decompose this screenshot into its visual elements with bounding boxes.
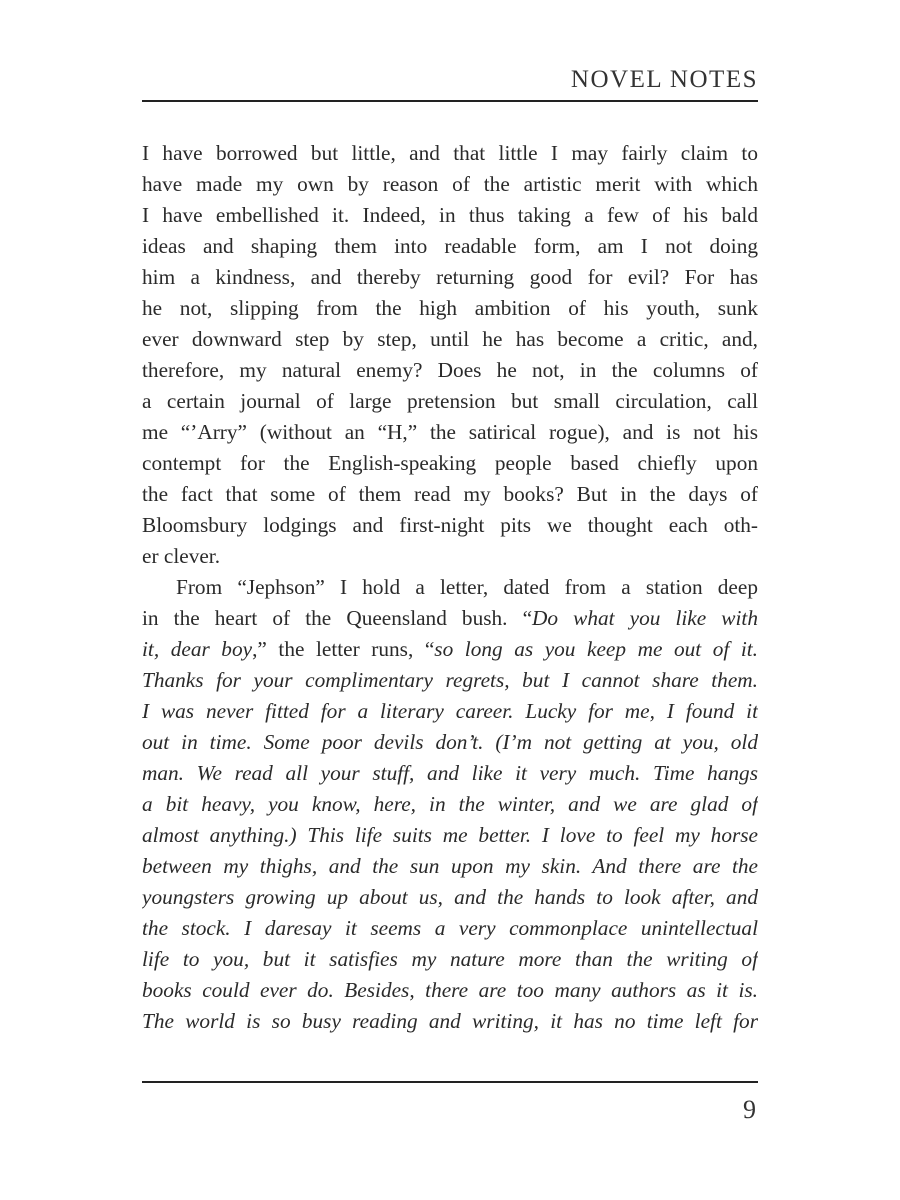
page-number: 9 [743,1095,756,1124]
text-line: I have borrowed but little, and that little I may fairly claim to [142,141,758,165]
italic-text-line: out in time. Some poor devils don’t. (I’m not getting at you, old [142,730,758,754]
text-line: From “Jephson” I hold a letter, dated from a station deep [176,575,758,599]
text-line [142,603,758,634]
italic-text-line: the stock. I daresay it seems a very commonplace unintellectual [142,916,758,940]
italic-text-line: books could ever do. Besides, there are too many authors as it is. [142,978,758,1002]
italic-letter-lines [142,665,758,1037]
text-line: him a kindness, and thereby returning good for evil? For has [142,265,758,289]
italic-text-line: I was never fitted for a literary career. Lucky for me, I found it [142,699,758,723]
text-line: he not, slipping from the high ambition of his youth, sunk [142,296,758,320]
header-rule [142,100,758,102]
text-line: Bloomsbury lodgings and first-night pits we thought each oth- [142,513,758,537]
text-run: in the heart of the Queensland bush. “ [142,606,533,630]
italic-text-line: The world is so busy reading and writing, it has no time left for [142,1009,758,1033]
italic-run: it, dear boy [142,637,253,661]
paragraph-1 [142,138,758,572]
text-line: ideas and shaping them into readable form, am I not doing [142,234,758,258]
text-line: me “’Arry” (without an “H,” the satirical rogue), and is not his [142,420,758,444]
footer-rule [142,1081,758,1083]
text-line [142,634,758,665]
text-line: er clever. [142,544,221,568]
text-line: a certain journal of large pretension but small circulation, call [142,389,758,413]
italic-text-line: between my thighs, and the sun upon my skin. And there are the [142,854,758,878]
text-line: therefore, my natural enemy? Does he not, in the columns of [142,358,758,382]
italic-text-line: youngsters growing up about us, and the hands to look after, and [142,885,758,909]
italic-text-line: a bit heavy, you know, here, in the winter, and we are glad of [142,792,758,816]
body-text [142,138,758,1037]
text-line: have made my own by reason of the artistic merit with which [142,172,758,196]
text-line: I have embellished it. Indeed, in thus taking a few of his bald [142,203,758,227]
paragraph-2 [142,572,758,1037]
text-line: contempt for the English-speaking people based chiefly upon [142,451,758,475]
text-run: ,” the letter runs, “ [252,637,435,661]
italic-run: so long as you keep me out of it. [434,637,758,661]
italic-text-line: man. We read all your stuff, and like it very much. Time hangs [142,761,758,785]
running-header-title: NOVEL NOTES [570,66,758,93]
italic-run: Do what you like with [532,606,758,630]
italic-text-line: life to you, but it satisfies my nature more than the writing of [142,947,758,971]
italic-text-line: almost anything.) This life suits me better. I love to feel my horse [142,823,758,847]
text-line: ever downward step by step, until he has become a critic, and, [142,327,758,351]
italic-text-line: Thanks for your complimentary regrets, but I cannot share them. [142,668,758,692]
text-line: the fact that some of them read my books? But in the days of [142,482,758,506]
